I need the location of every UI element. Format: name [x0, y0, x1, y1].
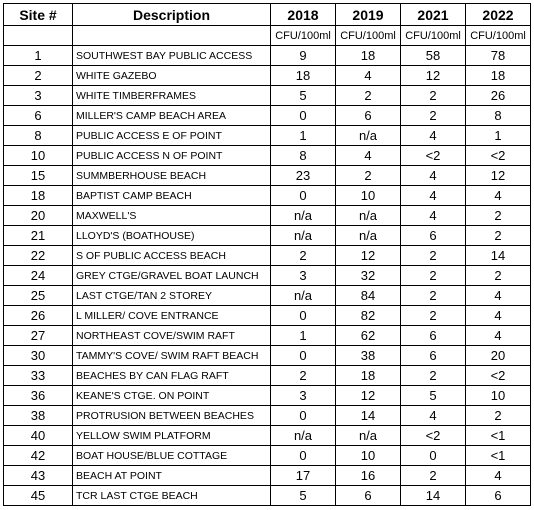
cell-2018: 5	[271, 86, 336, 106]
cell-2022: 4	[466, 186, 531, 206]
cell-2018: 18	[271, 66, 336, 86]
cell-2019: 82	[336, 306, 401, 326]
cell-2021: 4	[401, 406, 466, 426]
cell-site: 21	[4, 226, 73, 246]
cell-2021: 2	[401, 266, 466, 286]
cell-description: WHITE GAZEBO	[73, 66, 271, 86]
unit-description	[73, 26, 271, 46]
cell-2019: 84	[336, 286, 401, 306]
cell-2018: n/a	[271, 426, 336, 446]
cell-2018: 1	[271, 326, 336, 346]
cell-site: 22	[4, 246, 73, 266]
cell-site: 42	[4, 446, 73, 466]
cell-2018: 0	[271, 106, 336, 126]
cell-description: MILLER'S CAMP BEACH AREA	[73, 106, 271, 126]
cell-description: NORTHEAST COVE/SWIM RAFT	[73, 326, 271, 346]
cell-2018: 8	[271, 146, 336, 166]
cell-2021: 5	[401, 386, 466, 406]
cell-2022: 10	[466, 386, 531, 406]
water-quality-table	[3, 3, 531, 506]
cell-site: 18	[4, 186, 73, 206]
cell-2019: 38	[336, 346, 401, 366]
cell-2018: 0	[271, 346, 336, 366]
cell-site: 8	[4, 126, 73, 146]
table-row	[4, 226, 531, 246]
cell-2019: 2	[336, 86, 401, 106]
cell-2022: 1	[466, 126, 531, 146]
cell-2019: n/a	[336, 126, 401, 146]
cell-2019: 32	[336, 266, 401, 286]
header-site: Site #	[4, 4, 73, 26]
cell-2022: <1	[466, 426, 531, 446]
cell-description: LAST CTGE/TAN 2 STOREY	[73, 286, 271, 306]
cell-description: SOUTHWEST BAY PUBLIC ACCESS	[73, 46, 271, 66]
cell-2021: 6	[401, 226, 466, 246]
cell-2022: 8	[466, 106, 531, 126]
cell-site: 45	[4, 486, 73, 506]
cell-2019: 4	[336, 146, 401, 166]
header-2019: 2019	[336, 4, 401, 26]
cell-site: 1	[4, 46, 73, 66]
unit-2021: CFU/100ml	[401, 26, 466, 46]
table-row	[4, 66, 531, 86]
units-row	[4, 26, 531, 46]
cell-2021: 2	[401, 106, 466, 126]
cell-2022: 26	[466, 86, 531, 106]
table-row	[4, 46, 531, 66]
header-2022: 2022	[466, 4, 531, 26]
cell-2019: 2	[336, 166, 401, 186]
cell-2022: 20	[466, 346, 531, 366]
table-row	[4, 126, 531, 146]
cell-2018: 0	[271, 446, 336, 466]
cell-description: BOAT HOUSE/BLUE COTTAGE	[73, 446, 271, 466]
table-row	[4, 326, 531, 346]
cell-2019: n/a	[336, 226, 401, 246]
cell-2019: 16	[336, 466, 401, 486]
cell-2022: 12	[466, 166, 531, 186]
cell-2018: 0	[271, 186, 336, 206]
cell-site: 15	[4, 166, 73, 186]
cell-site: 43	[4, 466, 73, 486]
cell-2019: n/a	[336, 426, 401, 446]
cell-description: YELLOW SWIM PLATFORM	[73, 426, 271, 446]
cell-site: 25	[4, 286, 73, 306]
cell-2021: 58	[401, 46, 466, 66]
cell-2022: 18	[466, 66, 531, 86]
cell-2019: n/a	[336, 206, 401, 226]
cell-site: 24	[4, 266, 73, 286]
table-row	[4, 266, 531, 286]
cell-description: TCR LAST CTGE BEACH	[73, 486, 271, 506]
cell-description: SUMMBERHOUSE BEACH	[73, 166, 271, 186]
cell-2022: 4	[466, 326, 531, 346]
cell-2018: 1	[271, 126, 336, 146]
cell-2019: 6	[336, 106, 401, 126]
cell-description: WHITE TIMBERFRAMES	[73, 86, 271, 106]
header-description: Description	[73, 4, 271, 26]
cell-2021: <2	[401, 426, 466, 446]
cell-2021: <2	[401, 146, 466, 166]
cell-2018: 0	[271, 306, 336, 326]
unit-site	[4, 26, 73, 46]
cell-2022: 14	[466, 246, 531, 266]
cell-2018: n/a	[271, 226, 336, 246]
cell-2019: 62	[336, 326, 401, 346]
cell-2019: 18	[336, 46, 401, 66]
cell-2018: 0	[271, 406, 336, 426]
cell-2019: 6	[336, 486, 401, 506]
cell-2021: 4	[401, 166, 466, 186]
cell-2019: 12	[336, 386, 401, 406]
cell-2022: 4	[466, 306, 531, 326]
cell-description: GREY CTGE/GRAVEL BOAT LAUNCH	[73, 266, 271, 286]
table-row	[4, 246, 531, 266]
cell-2022: 2	[466, 226, 531, 246]
cell-2019: 4	[336, 66, 401, 86]
cell-2018: 9	[271, 46, 336, 66]
cell-description: PUBLIC ACCESS E OF POINT	[73, 126, 271, 146]
cell-site: 2	[4, 66, 73, 86]
cell-description: PUBLIC ACCESS N OF POINT	[73, 146, 271, 166]
cell-2022: 4	[466, 466, 531, 486]
cell-2022: 6	[466, 486, 531, 506]
cell-2018: 2	[271, 366, 336, 386]
cell-2021: 2	[401, 286, 466, 306]
table-row	[4, 186, 531, 206]
cell-site: 10	[4, 146, 73, 166]
table-row	[4, 146, 531, 166]
cell-site: 30	[4, 346, 73, 366]
table-row	[4, 386, 531, 406]
cell-description: BEACH AT POINT	[73, 466, 271, 486]
cell-2021: 14	[401, 486, 466, 506]
cell-2021: 2	[401, 306, 466, 326]
cell-2021: 4	[401, 206, 466, 226]
cell-2021: 6	[401, 346, 466, 366]
cell-2018: 2	[271, 246, 336, 266]
table-row	[4, 466, 531, 486]
table-row	[4, 306, 531, 326]
cell-description: BEACHES BY CAN FLAG RAFT	[73, 366, 271, 386]
cell-description: MAXWELL'S	[73, 206, 271, 226]
cell-2019: 18	[336, 366, 401, 386]
header-row	[4, 4, 531, 26]
table-row	[4, 106, 531, 126]
cell-description: L MILLER/ COVE ENTRANCE	[73, 306, 271, 326]
table-row	[4, 486, 531, 506]
cell-site: 33	[4, 366, 73, 386]
cell-2021: 2	[401, 86, 466, 106]
cell-2018: n/a	[271, 206, 336, 226]
cell-site: 6	[4, 106, 73, 126]
cell-2021: 2	[401, 466, 466, 486]
cell-site: 3	[4, 86, 73, 106]
cell-2021: 2	[401, 366, 466, 386]
cell-2021: 6	[401, 326, 466, 346]
cell-2019: 12	[336, 246, 401, 266]
cell-2018: 3	[271, 386, 336, 406]
cell-description: KEANE'S CTGE. ON POINT	[73, 386, 271, 406]
cell-2018: 3	[271, 266, 336, 286]
cell-2022: 78	[466, 46, 531, 66]
cell-2021: 4	[401, 126, 466, 146]
cell-site: 38	[4, 406, 73, 426]
table-row	[4, 206, 531, 226]
cell-site: 20	[4, 206, 73, 226]
cell-2022: 4	[466, 286, 531, 306]
cell-description: PROTRUSION BETWEEN BEACHES	[73, 406, 271, 426]
table-row	[4, 346, 531, 366]
cell-2022: 2	[466, 206, 531, 226]
cell-2021: 2	[401, 246, 466, 266]
table-row	[4, 166, 531, 186]
cell-site: 26	[4, 306, 73, 326]
cell-2018: 17	[271, 466, 336, 486]
table-row	[4, 286, 531, 306]
table-row	[4, 406, 531, 426]
cell-2021: 0	[401, 446, 466, 466]
cell-2021: 4	[401, 186, 466, 206]
cell-description: BAPTIST CAMP BEACH	[73, 186, 271, 206]
cell-description: S OF PUBLIC ACCESS BEACH	[73, 246, 271, 266]
cell-2019: 10	[336, 186, 401, 206]
cell-2022: 2	[466, 266, 531, 286]
header-2021: 2021	[401, 4, 466, 26]
table-row	[4, 426, 531, 446]
cell-site: 36	[4, 386, 73, 406]
cell-site: 27	[4, 326, 73, 346]
cell-2019: 10	[336, 446, 401, 466]
cell-2018: 23	[271, 166, 336, 186]
table-row	[4, 86, 531, 106]
unit-2018: CFU/100ml	[271, 26, 336, 46]
table-row	[4, 446, 531, 466]
cell-2021: 12	[401, 66, 466, 86]
cell-2019: 14	[336, 406, 401, 426]
cell-2022: 2	[466, 406, 531, 426]
cell-2022: <2	[466, 146, 531, 166]
cell-2022: <1	[466, 446, 531, 466]
cell-site: 40	[4, 426, 73, 446]
unit-2019: CFU/100ml	[336, 26, 401, 46]
table-row	[4, 366, 531, 386]
table-body	[4, 46, 531, 506]
cell-2018: n/a	[271, 286, 336, 306]
cell-2018: 5	[271, 486, 336, 506]
cell-2022: <2	[466, 366, 531, 386]
unit-2022: CFU/100ml	[466, 26, 531, 46]
cell-description: LLOYD'S (BOATHOUSE)	[73, 226, 271, 246]
cell-description: TAMMY'S COVE/ SWIM RAFT BEACH	[73, 346, 271, 366]
header-2018: 2018	[271, 4, 336, 26]
